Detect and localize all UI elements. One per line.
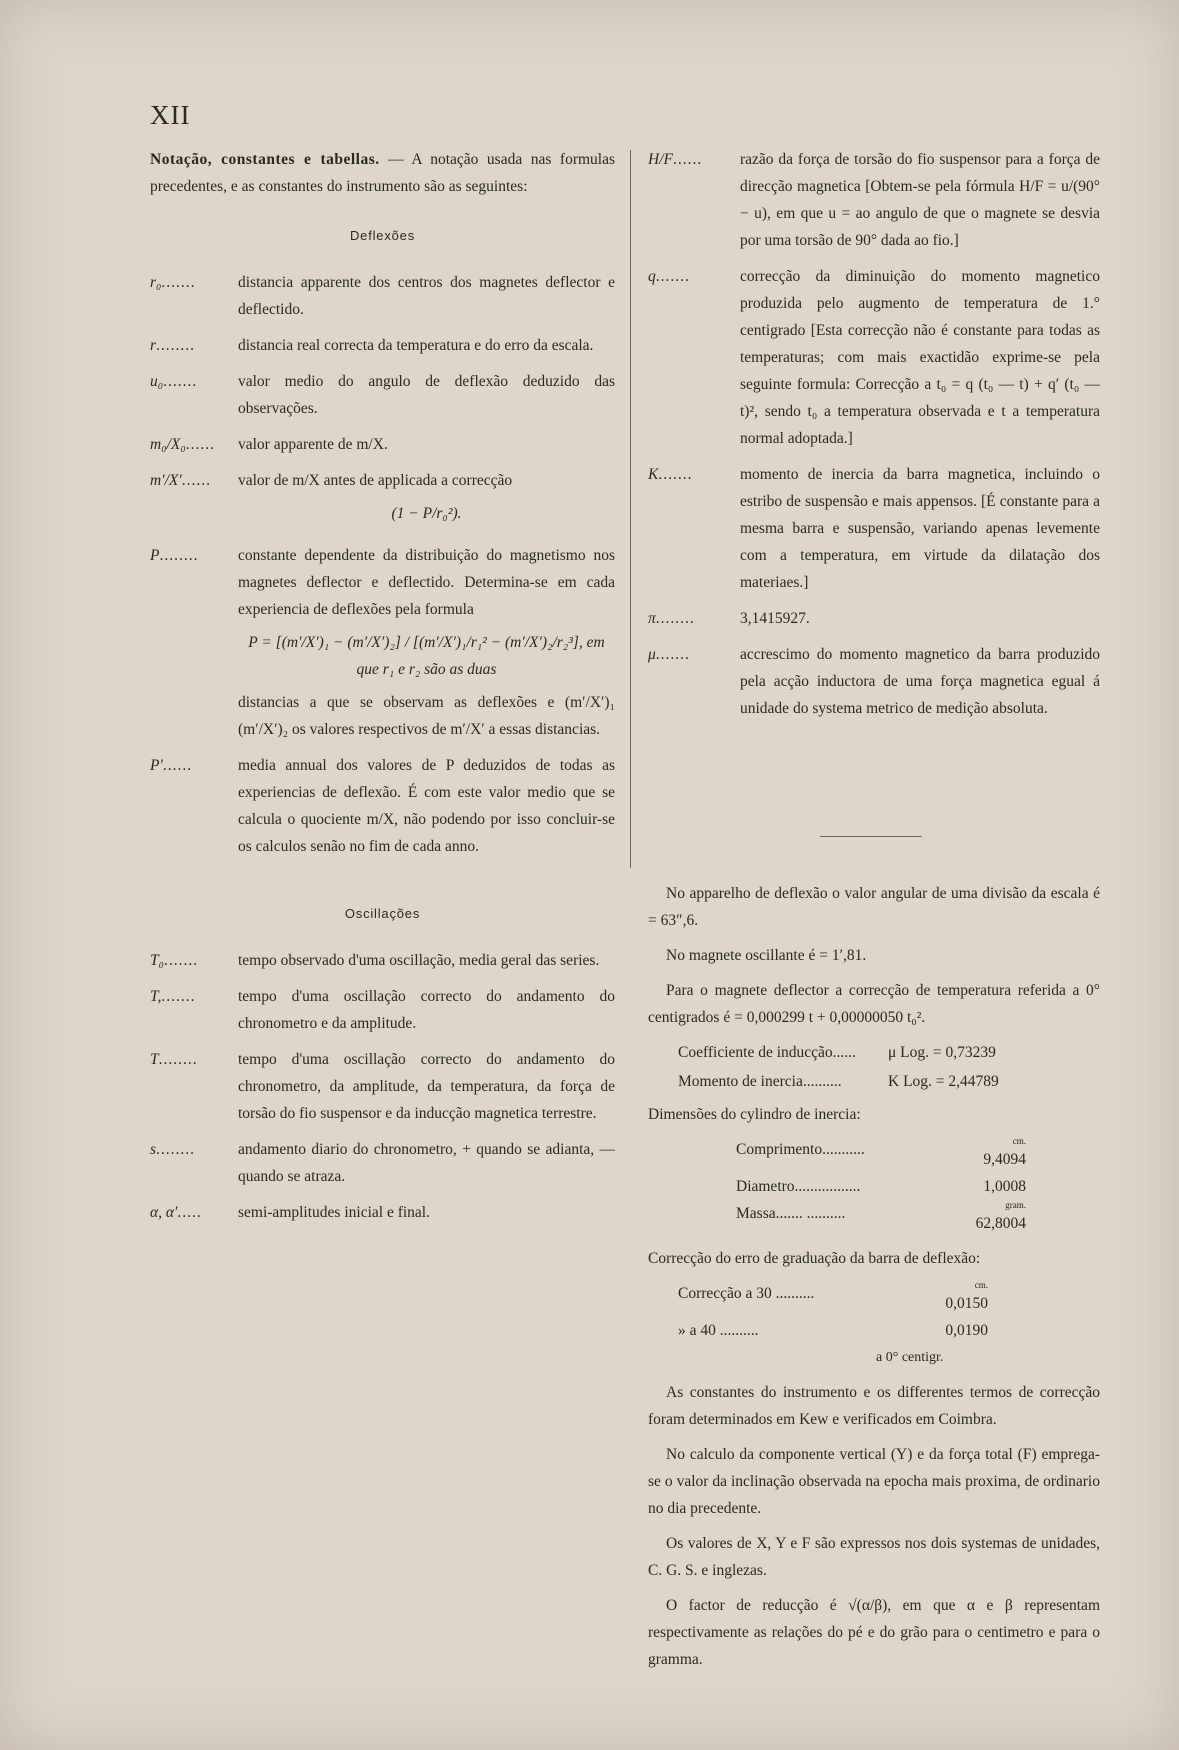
constants-section	[648, 880, 1100, 1681]
notation-entry: T........ tempo d'uma oscillação correcto do andamento do chronometro, da amplitude, da temperatura, da força de torsão do fio suspensor e da inducção magnetica terrestre.	[150, 1046, 615, 1127]
notation-symbol: P′	[150, 757, 163, 774]
paragraph: No calculo da componente vertical (Y) e da força total (F) emprega-se o valor da inclinação observada na epocha mais proxima, de ordinario no dia precedente.	[648, 1446, 1100, 1517]
correction-note: a 0° centigr.	[876, 1350, 944, 1365]
notation-symbol: m₀/X₀	[150, 436, 186, 453]
notation-symbol: P	[150, 547, 160, 564]
page-number: XII	[150, 100, 191, 130]
notation-description: tempo observado d'uma oscillação, media geral das series.	[238, 952, 600, 969]
notation-entry: H/F...... razão da força de torsão do fio suspensor para a força de direcção magnetica [Obtem-se pela fórmula H/F = u/(90° − u), em que u = ao angulo de que o magnete se desvia por uma torsão de 90° dada ao fio.]	[648, 146, 1100, 254]
p-formula: P = [(m′/X′)₁ − (m′/X′)₂] / [(m′/X′)₁/r₁² − (m′/X′)₂/r₂³], em que r₁ e r₂ são as duas	[248, 634, 605, 678]
correction-formula: (1 − P/r₀²).	[391, 505, 462, 522]
dimensions-title: Dimensões do cylindro de inercia:	[648, 1106, 861, 1123]
notation-description: andamento diario do chronometro, + quando se adianta, — quando se atraza.	[238, 1141, 615, 1185]
intro-paragraph	[150, 146, 615, 200]
notation-entry: m′/X′...... valor de m/X antes de applicada a correcção (1 − P/r₀²).	[150, 467, 615, 533]
right-column	[648, 146, 1100, 731]
notation-symbol: q	[648, 268, 656, 285]
constant-label: Coefficiente de inducção......	[678, 1044, 856, 1061]
notation-description: 3,1415927.	[740, 610, 810, 627]
notation-description: media annual dos valores de P deduzidos de todas as experiencias de deflexão. É com este valor medio que se calcula o quociente m/X, não podendo por isso concluir-se os calculos senão no fim de cada anno.	[238, 757, 615, 855]
correction-row	[678, 1317, 1100, 1344]
notation-symbol: r	[150, 337, 157, 354]
heading-deflexoes: Deflexões	[349, 228, 415, 243]
notation-entry: T₀....... tempo observado d'uma oscillação, media geral das series.	[150, 947, 615, 974]
notation-entry: u₀....... valor medio do angulo de deflexão deduzido das observações.	[150, 368, 615, 422]
constant-row	[678, 1068, 1100, 1095]
correction-label: Correcção a 30 ..........	[678, 1285, 815, 1302]
dimension-value: 9,4094	[983, 1151, 1026, 1168]
notation-description: semi-amplitudes inicial e final.	[238, 1204, 430, 1221]
notation-symbol: K	[648, 466, 659, 483]
section-rule	[820, 836, 922, 837]
constant-label: Momento de inercia..........	[678, 1073, 842, 1090]
correction-value: 0,0150	[945, 1295, 988, 1312]
notation-entry: K....... momento de inercia da barra magnetica, incluindo o estribo de suspensão e mais appensos. [É constante para a mesma barra e suspensão, variando apenas levemente com a temperatura, em virtude da dilatação dos materiaes.]	[648, 461, 1100, 596]
notation-symbol: r₀	[150, 274, 162, 291]
paragraph: No apparelho de deflexão o valor angular de uma divisão da escala é = 63″,6.	[648, 885, 1100, 929]
notation-description: tempo d'uma oscillação correcto do andamento do chronometro e da amplitude.	[238, 988, 615, 1032]
notation-symbol: T	[150, 1051, 159, 1068]
notation-description: razão da força de torsão do fio suspensor para a força de direcção magnetica [Obtem-se pela fórmula H/F = u/(90° − u), em que u = ao angulo de que o magnete se desvia por uma torsão de 90° dada ao fio.]	[740, 151, 1100, 249]
notation-symbol: u₀	[150, 373, 164, 390]
notation-symbol: π	[648, 610, 656, 627]
notation-entry: r........ distancia real correcta da temperatura e do erro da escala.	[150, 332, 615, 359]
notation-symbol: s	[150, 1141, 157, 1158]
notation-description: tempo d'uma oscillação correcto do andamento do chronometro, da amplitude, da temperatura, da força de torsão do fio suspensor e da inducção magnetica terrestre.	[238, 1051, 615, 1122]
dimension-row	[736, 1173, 1100, 1200]
heading-oscillacoes: Oscillações	[344, 906, 421, 921]
dimension-value: 1,0008	[983, 1178, 1026, 1195]
notation-description: momento de inercia da barra magnetica, incluindo o estribo de suspensão e mais appensos. [É constante para a mesma barra e suspensão, variando apenas levemente com a temperatura, em virtude da dilatação dos materiaes.]	[740, 466, 1100, 591]
correction-label: » a 40 ..........	[678, 1322, 759, 1339]
notation-entry: r₀....... distancia apparente dos centros dos magnetes deflector e deflectido.	[150, 269, 615, 323]
dimension-row	[736, 1136, 1100, 1173]
notation-entry: m₀/X₀...... valor apparente de m/X.	[150, 431, 615, 458]
left-column	[150, 146, 615, 1235]
paragraph: Os valores de X, Y e F são expressos nos dois systemas de unidades, C. G. S. e inglezas.	[648, 1535, 1100, 1579]
correction-value: 0,0190	[945, 1322, 988, 1339]
notation-entry: s........ andamento diario do chronometro, + quando se adianta, — quando se atraza.	[150, 1136, 615, 1190]
paragraph: As constantes do instrumento e os differentes termos de correcção foram determinados em Kew e verificados em Coimbra.	[648, 1384, 1100, 1428]
dimension-unit: cm.	[1012, 1136, 1026, 1146]
notation-description: distancia apparente dos centros dos magnetes deflector e deflectido.	[238, 274, 615, 318]
notation-entry: q....... correcção da diminuição do momento magnetico produzida pelo augmento de temperatura de 1.° centigrado [Esta correcção não é constante para todas as temperaturas; com mais exactidão exprime-se pela seguinte formula: Correcção a t₀ = q (t₀ — t) + q′ (t₀ — t)², sendo t₀ a temperatura observada e t a temperatura normal adoptada.]	[648, 263, 1100, 452]
notation-description: valor de m/X antes de applicada a correcção	[238, 472, 513, 489]
notation-entry: P′...... media annual dos valores de P deduzidos de todas as experiencias de deflexão. É com este valor medio que se calcula o quociente m/X, não podendo por isso concluir-se os calculos senão no fim de cada anno.	[150, 752, 615, 860]
notation-description: accrescimo do momento magnetico da barra produzido pela acção inductora de uma força magnetica egual á unidade do systema metrico de medição absoluta.	[740, 646, 1100, 717]
paragraph: Para o magnete deflector a correcção de temperatura referida a 0° centigrados é = 0,000299 t + 0,00000050 t₀².	[648, 982, 1100, 1026]
notation-entry: α, α′..... semi-amplitudes inicial e final.	[150, 1199, 615, 1226]
dimension-label: Massa....... ..........	[736, 1205, 846, 1222]
notation-entry: π........ 3,1415927.	[648, 605, 1100, 632]
intro-text: — A notação usada nas formulas precedentes, e as constantes do instrumento são as seguintes:	[150, 151, 616, 195]
dimension-row	[736, 1200, 1100, 1237]
notation-description: distancia real correcta da temperatura e do erro da escala.	[238, 337, 594, 354]
dimension-value: 62,8004	[975, 1215, 1026, 1232]
correction-row	[678, 1280, 1100, 1317]
correction-unit: cm.	[974, 1280, 988, 1290]
paragraph: No magnete oscillante é = 1′,81.	[666, 947, 867, 964]
notation-symbol: T,	[150, 988, 162, 1005]
constant-value: K Log. = 2,44789	[888, 1073, 999, 1090]
notation-symbol: μ	[648, 646, 656, 663]
notation-symbol: H/F	[648, 151, 673, 168]
notation-entry: T,....... tempo d'uma oscillação correcto do andamento do chronometro e da amplitude.	[150, 983, 615, 1037]
notation-description: valor apparente de m/X.	[238, 436, 388, 453]
dimension-unit: gram.	[1005, 1200, 1026, 1210]
column-divider	[630, 150, 631, 868]
notation-symbol: α, α′	[150, 1204, 178, 1221]
notation-description: constante dependente da distribuição do magnetismo nos magnetes deflector e deflectido. Determina-se em cada experiencia de deflexões pela formula	[238, 547, 615, 618]
constant-value: μ Log. = 0,73239	[888, 1044, 996, 1061]
dimension-label: Diametro.................	[736, 1178, 861, 1195]
notation-description: valor medio do angulo de deflexão deduzido das observações.	[238, 373, 615, 417]
notation-symbol: m′/X′	[150, 472, 182, 489]
correction-title: Correcção do erro de graduação da barra de deflexão:	[648, 1250, 981, 1267]
notation-description: correcção da diminuição do momento magnetico produzida pelo augmento de temperatura de 1.° centigrado [Esta correcção não é constante para todas as temperaturas; com mais exactidão exprime-se pela seguinte formula: Correcção a t₀ = q (t₀ — t) + q′ (t₀ — t)², sendo t₀ a temperatura observada e t a temperatura normal adoptada.]	[740, 268, 1100, 447]
dimension-label: Comprimento...........	[736, 1141, 865, 1158]
constant-row	[678, 1039, 1100, 1066]
intro-title: Notação, constantes e tabellas.	[150, 151, 380, 168]
notation-entry: μ....... accrescimo do momento magnetico da barra produzido pela acção inductora de uma força magnetica egual á unidade do systema metrico de medição absoluta.	[648, 641, 1100, 722]
notation-symbol: T₀	[150, 952, 165, 969]
paragraph: O factor de reducção é √(α/β), em que α e β representam respectivamente as relações do pé e do grão para o centimetro e para o gramma.	[648, 1597, 1100, 1668]
notation-description-continued: distancias a que se observam as deflexões e (m′/X′)₁ (m′/X′)₂ os valores respectivos de m′/X′ a essas distancias.	[238, 694, 615, 738]
notation-entry: P........ constante dependente da distribuição do magnetismo nos magnetes deflector e deflectido. Determina-se em cada experiencia de deflexões pela formula P = [(m′/X′)₁ − (m′/X′)₂] / [(m′/X′)₁/r₁² − (m′/X′)₂/r₂³], em que r₁ e r₂ são as duas distancias a que se observam as deflexões e (m′/X′)₁ (m′/X′)₂ os valores respectivos de m′/X′ a essas distancias.	[150, 547, 615, 738]
